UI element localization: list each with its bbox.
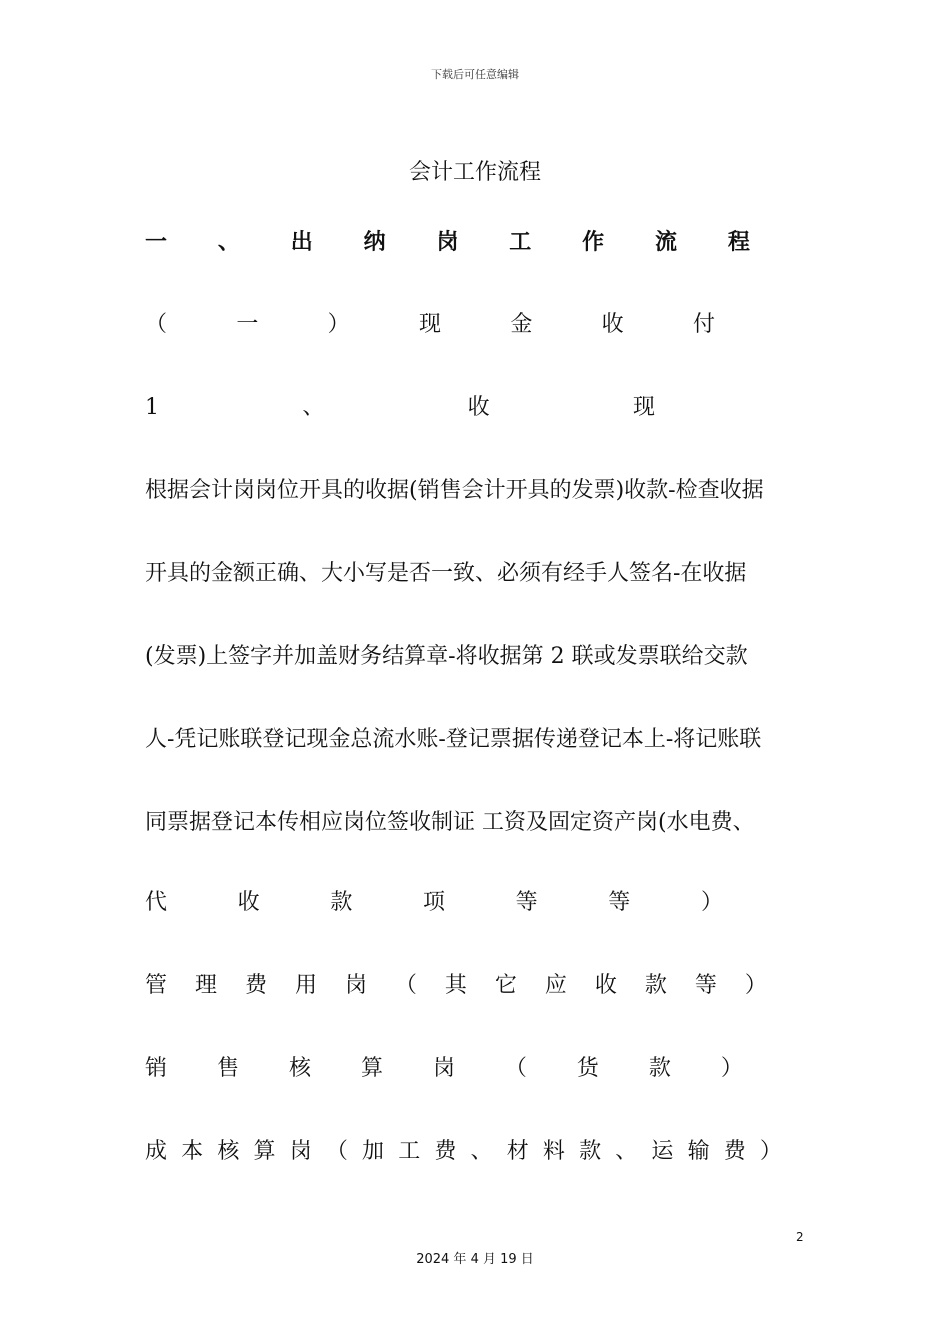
spread-char: ） <box>720 1056 743 1081</box>
spread-char: 核 <box>288 1056 311 1081</box>
spread-char: 、 <box>217 230 240 255</box>
spread-char: 现 <box>418 312 441 337</box>
spread-char: 费 <box>723 1139 746 1164</box>
spread-char: 作 <box>582 230 605 255</box>
line-collection-items <box>145 888 723 918</box>
spread-char: ） <box>700 890 723 915</box>
spread-char: 流 <box>655 230 678 255</box>
spread-char: （ <box>504 1056 527 1081</box>
spread-char: 岗 <box>436 230 459 255</box>
spread-char: 岗 <box>344 973 367 998</box>
spread-char: 、 <box>615 1139 638 1164</box>
spread-char: 1 <box>145 395 159 420</box>
line-cost-accounting-post <box>145 1137 782 1167</box>
paragraph-line-5: 同票据登记本传相应岗位签收制证 工资及固定资产岗(水电费、 <box>145 810 755 835</box>
spread-char: 等 <box>608 890 631 915</box>
spread-char: 成 <box>145 1139 168 1164</box>
spread-char: 岗 <box>432 1056 455 1081</box>
line-admin-expense-post <box>145 971 767 1001</box>
spread-char: 、 <box>302 395 325 420</box>
spread-char: 款 <box>644 973 667 998</box>
spread-char: ） <box>744 973 767 998</box>
spread-char: 货 <box>576 1056 599 1081</box>
spread-char: 出 <box>290 230 313 255</box>
spread-char: 一 <box>236 312 259 337</box>
spread-char: 纳 <box>363 230 386 255</box>
spread-char: （ <box>325 1139 348 1164</box>
spread-char: 款 <box>330 890 353 915</box>
paragraph-line-2: 开具的金额正确、大小写是否一致、必须有经手人签名-在收据 <box>145 561 747 586</box>
section-heading-cashier <box>145 228 750 258</box>
spread-char: 等 <box>515 890 538 915</box>
spread-char: 程 <box>727 230 750 255</box>
spread-char: 售 <box>216 1056 239 1081</box>
paragraph-line-1: 根据会计岗岗位开具的收据(销售会计开具的发票)收款-检查收据 <box>145 478 764 503</box>
spread-char: 付 <box>692 312 715 337</box>
spread-char: ） <box>327 312 350 337</box>
spread-char: 费 <box>244 973 267 998</box>
spread-char: 算 <box>253 1139 276 1164</box>
spread-char: 管 <box>145 973 168 998</box>
spread-char: 款 <box>648 1056 671 1081</box>
spread-char: 加 <box>362 1139 385 1164</box>
spread-char: 收 <box>594 973 617 998</box>
spread-char: 核 <box>217 1139 240 1164</box>
spread-char: 收 <box>467 395 490 420</box>
spread-char: 材 <box>506 1139 529 1164</box>
page-footer-date: 2024 年 4 月 19 日 <box>416 1252 534 1267</box>
spread-char: 、 <box>470 1139 493 1164</box>
page-number: 2 <box>796 1230 804 1244</box>
spread-char: 销 <box>145 1056 168 1081</box>
spread-char: 用 <box>294 973 317 998</box>
item-heading-receive-cash <box>145 393 655 423</box>
spread-char: 输 <box>687 1139 710 1164</box>
spread-char: 其 <box>444 973 467 998</box>
spread-char: 现 <box>632 395 655 420</box>
spread-char: 算 <box>360 1056 383 1081</box>
spread-char: 工 <box>398 1139 421 1164</box>
spread-char: 本 <box>181 1139 204 1164</box>
paragraph-line-4: 人-凭记账联登记现金总流水账-登记票据传递登记本上-将记账联 <box>145 727 762 752</box>
spread-char: 金 <box>510 312 533 337</box>
spread-char: 收 <box>237 890 260 915</box>
spread-char: 一 <box>145 230 168 255</box>
document-title: 会计工作流程 <box>408 160 541 185</box>
subsection-heading-cash <box>145 310 715 340</box>
spread-char: 费 <box>434 1139 457 1164</box>
spread-char: （ <box>145 312 168 337</box>
spread-char: 岗 <box>289 1139 312 1164</box>
spread-char: 等 <box>694 973 717 998</box>
spread-char: 收 <box>601 312 624 337</box>
spread-char: （ <box>394 973 417 998</box>
spread-char: 工 <box>509 230 532 255</box>
line-sales-accounting-post <box>145 1054 743 1084</box>
spread-char: 料 <box>542 1139 565 1164</box>
page-header: 下载后可任意编辑 <box>431 68 519 81</box>
spread-char: 款 <box>579 1139 602 1164</box>
paragraph-line-3: (发票)上签字并加盖财务结算章-将收据第 2 联或发票联给交款 <box>145 644 748 669</box>
spread-char: 运 <box>651 1139 674 1164</box>
spread-char: 它 <box>494 973 517 998</box>
spread-char: ） <box>759 1139 782 1164</box>
spread-char: 项 <box>422 890 445 915</box>
spread-char: 应 <box>544 973 567 998</box>
spread-char: 代 <box>145 890 168 915</box>
spread-char: 理 <box>194 973 217 998</box>
